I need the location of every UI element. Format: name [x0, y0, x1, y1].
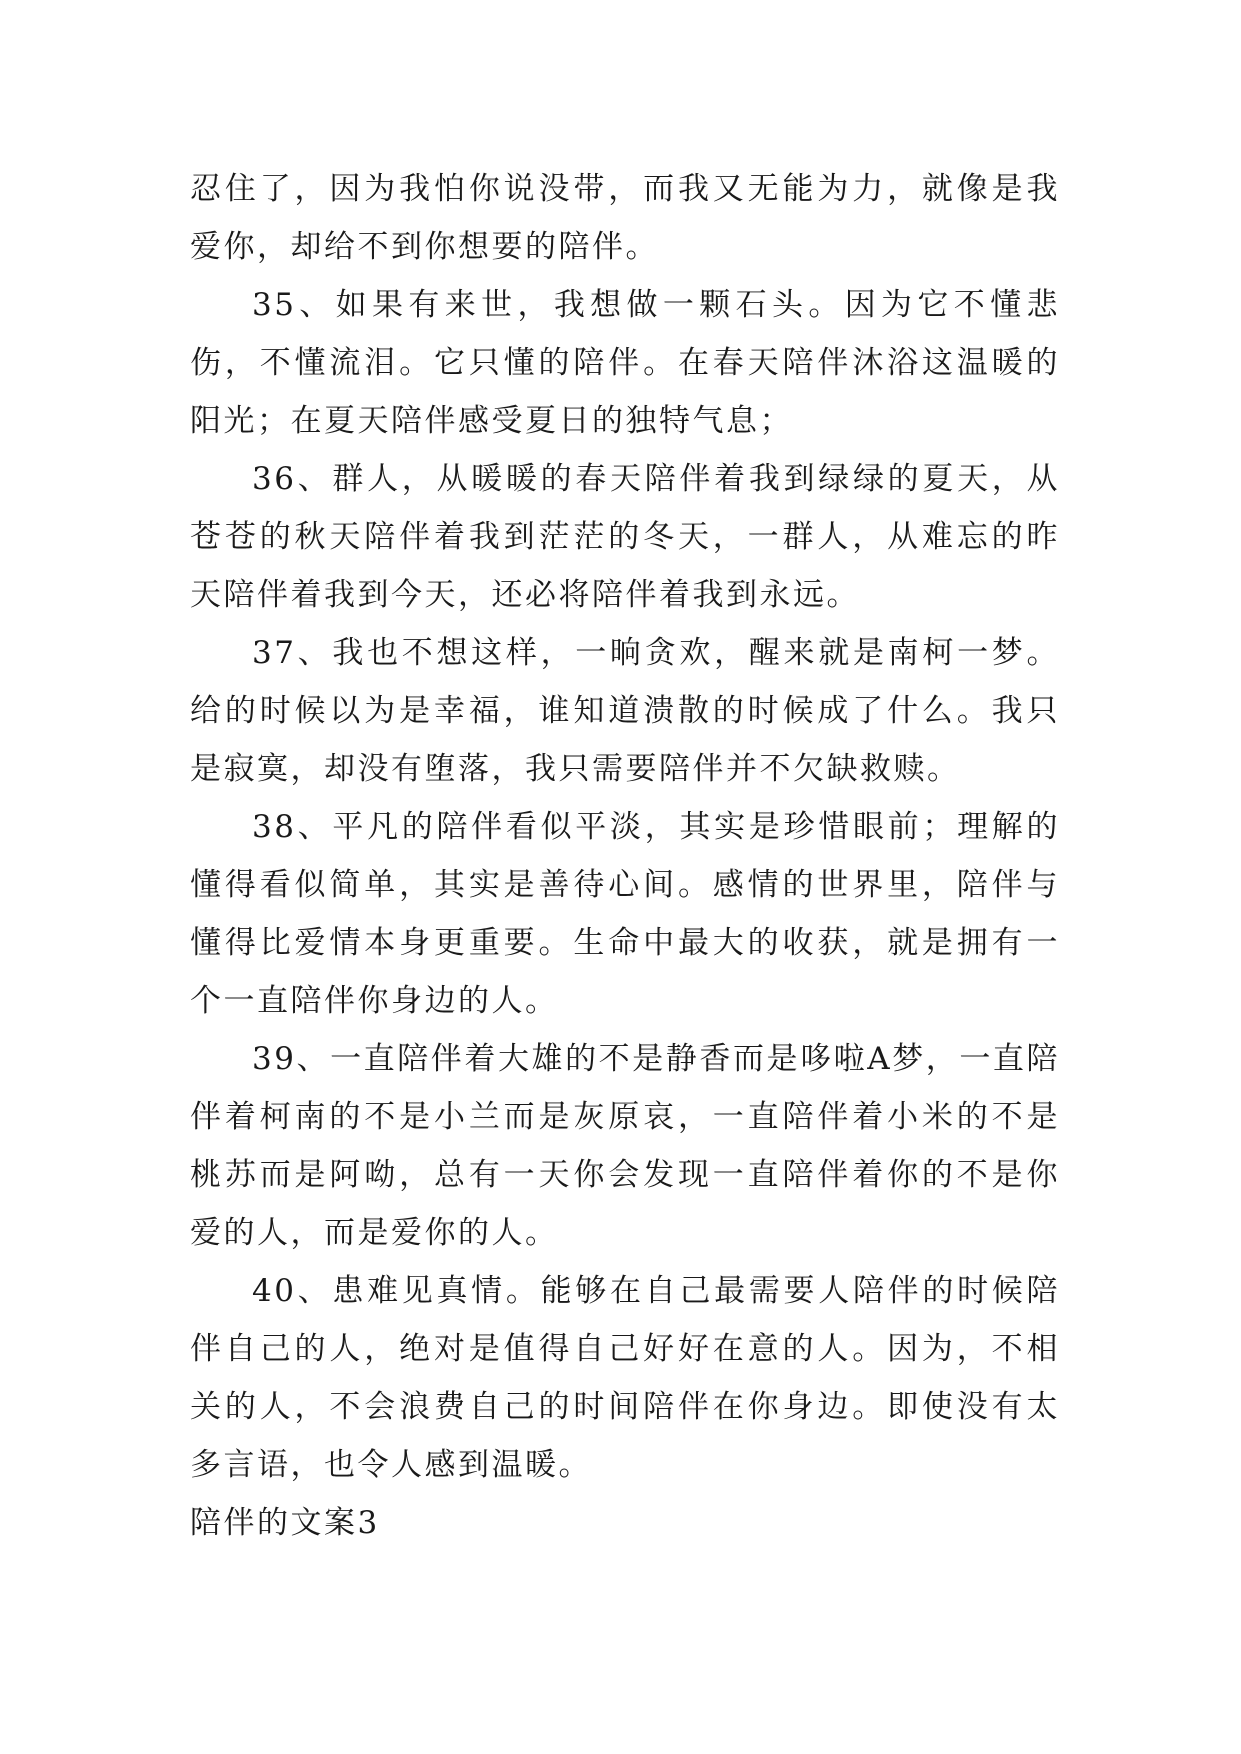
- paragraph-37: 37、我也不想这样，一晌贪欢，醒来就是南柯一梦。给的时候以为是幸福，谁知道溃散的时候成了什么。我只是寂寞，却没有堕落，我只需要陪伴并不欠缺救赎。: [190, 635, 1060, 787]
- paragraph-39: 39、一直陪伴着大雄的不是静香而是哆啦A梦，一直陪伴着柯南的不是小兰而是灰原哀，一直陪伴着小米的不是桃苏而是阿呦，总有一天你会发现一直陪伴着你的不是你爱的人，而是爱你的人。: [190, 1041, 1060, 1251]
- paragraph-36: 36、群人，从暖暖的春天陪伴着我到绿绿的夏天，从苍苍的秋天陪伴着我到茫茫的冬天，一群人，从难忘的昨天陪伴着我到今天，还必将陪伴着我到永远。: [190, 461, 1060, 613]
- paragraph-40: 40、患难见真情。能够在自己最需要人陪伴的时候陪伴自己的人，绝对是值得自己好好在意的人。因为，不相关的人，不会浪费自己的时间陪伴在你身边。即使没有太多言语，也令人感到温暖。: [190, 1273, 1060, 1483]
- paragraph-continued: 忍住了，因为我怕你说没带，而我又无能为力，就像是我爱你，却给不到你想要的陪伴。: [190, 171, 1060, 265]
- document-page: [190, 160, 1060, 1552]
- paragraph-35: 35、如果有来世，我想做一颗石头。因为它不懂悲伤，不懂流泪。它只懂的陪伴。在春天陪伴沐浴这温暖的阳光；在夏天陪伴感受夏日的独特气息；: [190, 287, 1060, 439]
- paragraph-38: 38、平凡的陪伴看似平淡，其实是珍惜眼前；理解的懂得看似简单，其实是善待心间。感情的世界里，陪伴与懂得比爱情本身更重要。生命中最大的收获，就是拥有一个一直陪伴你身边的人。: [190, 809, 1060, 1019]
- section-heading: 陪伴的文案3: [190, 1505, 380, 1541]
